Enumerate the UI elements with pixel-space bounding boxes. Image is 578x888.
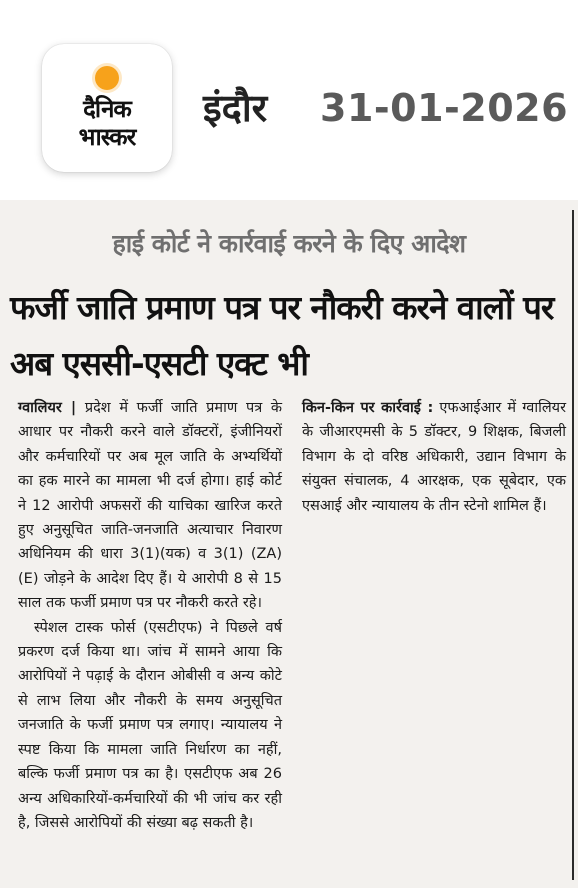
article-kicker: हाई कोर्ट ने कार्रवाई करने के दिए आदेश [112,229,466,258]
dateline: ग्वालियर | [18,400,77,416]
article-paragraph-3 [302,396,566,518]
edition-date: 31-01-2026 [320,86,569,130]
article-paragraph-2: स्पेशल टास्क फोर्स (एसटीएफ) ने पिछले वर्ष प्रकरण दर्ज किया था। जांच में सामने आया कि आरोपियों ने पढ़ाई के दौरान ओबीसी व अन्य कोटे से लाभ लिया और नौकरी के समय अनुसूचित जनजाति के फर्जी प्रमाण पत्र लगाए। न्यायालय ने स्पष्ट किया कि मामला जाति निर्धारण का नहीं, बल्कि फर्जी प्रमाण पत्र का है। एसटीएफ अब 26 अन्य अधिकारियों-कर्मचारियों की भी जांच कर रही है, जिससे आरोपियों की संख्या बढ़ सकती है। [18,619,282,831]
sun-icon [95,66,119,90]
logo-text-line2: भास्कर [78,123,136,151]
article-headline: फर्जी जाति प्रमाण पत्र पर नौकरी करने वालों पर अब एससी-एसटी एक्ट भी [10,288,554,383]
article-column-left [18,396,282,835]
edition-city: इंदौर [203,86,268,130]
paragraph-3-text: एफआईआर में ग्वालियर के जीआरएमसी के 5 डॉक्टर, 9 शिक्षक, बिजली विभाग के दो वरिष्ठ अधिकारी, उद्यान विभाग के संयुक्त संचालक, 4 आरक्षक, एक सूबेदार, एक एसआई और न्यायालय के तीन स्टेनो शामिल हैं। [302,400,567,514]
article-paragraph-1 [18,396,282,616]
dainik-bhaskar-logo [42,44,172,172]
logo-text-line1: दैनिक [83,95,131,123]
article-subhead: किन-किन पर कार्रवाई : [302,400,434,416]
paragraph-1-text: प्रदेश में फर्जी जाति प्रमाण पत्र के आधार पर नौकरी करने वाले डॉक्टरों, इंजीनियरों और कर्मचारियों पर अब मूल जाति के अभ्यर्थियों का हक मारने का मामला भी दर्ज होगा। हाई कोर्ट ने 12 आरोपी अफसरों की याचिका खारिज करते हुए अनुसूचित जाति-जनजाति अत्याचार निवारण अधिनियम की धारा 3(1)(यक) व 3(1) (ZA) (E) जोड़ने के आदेश दिए हैं। ये आरोपी 8 से 15 साल तक फर्जी प्रमाण पत्र पर नौकरी करते रहे। [18,400,282,612]
clipping-edge-line [572,210,574,880]
page-header [0,0,578,200]
article-column-right [302,396,566,518]
